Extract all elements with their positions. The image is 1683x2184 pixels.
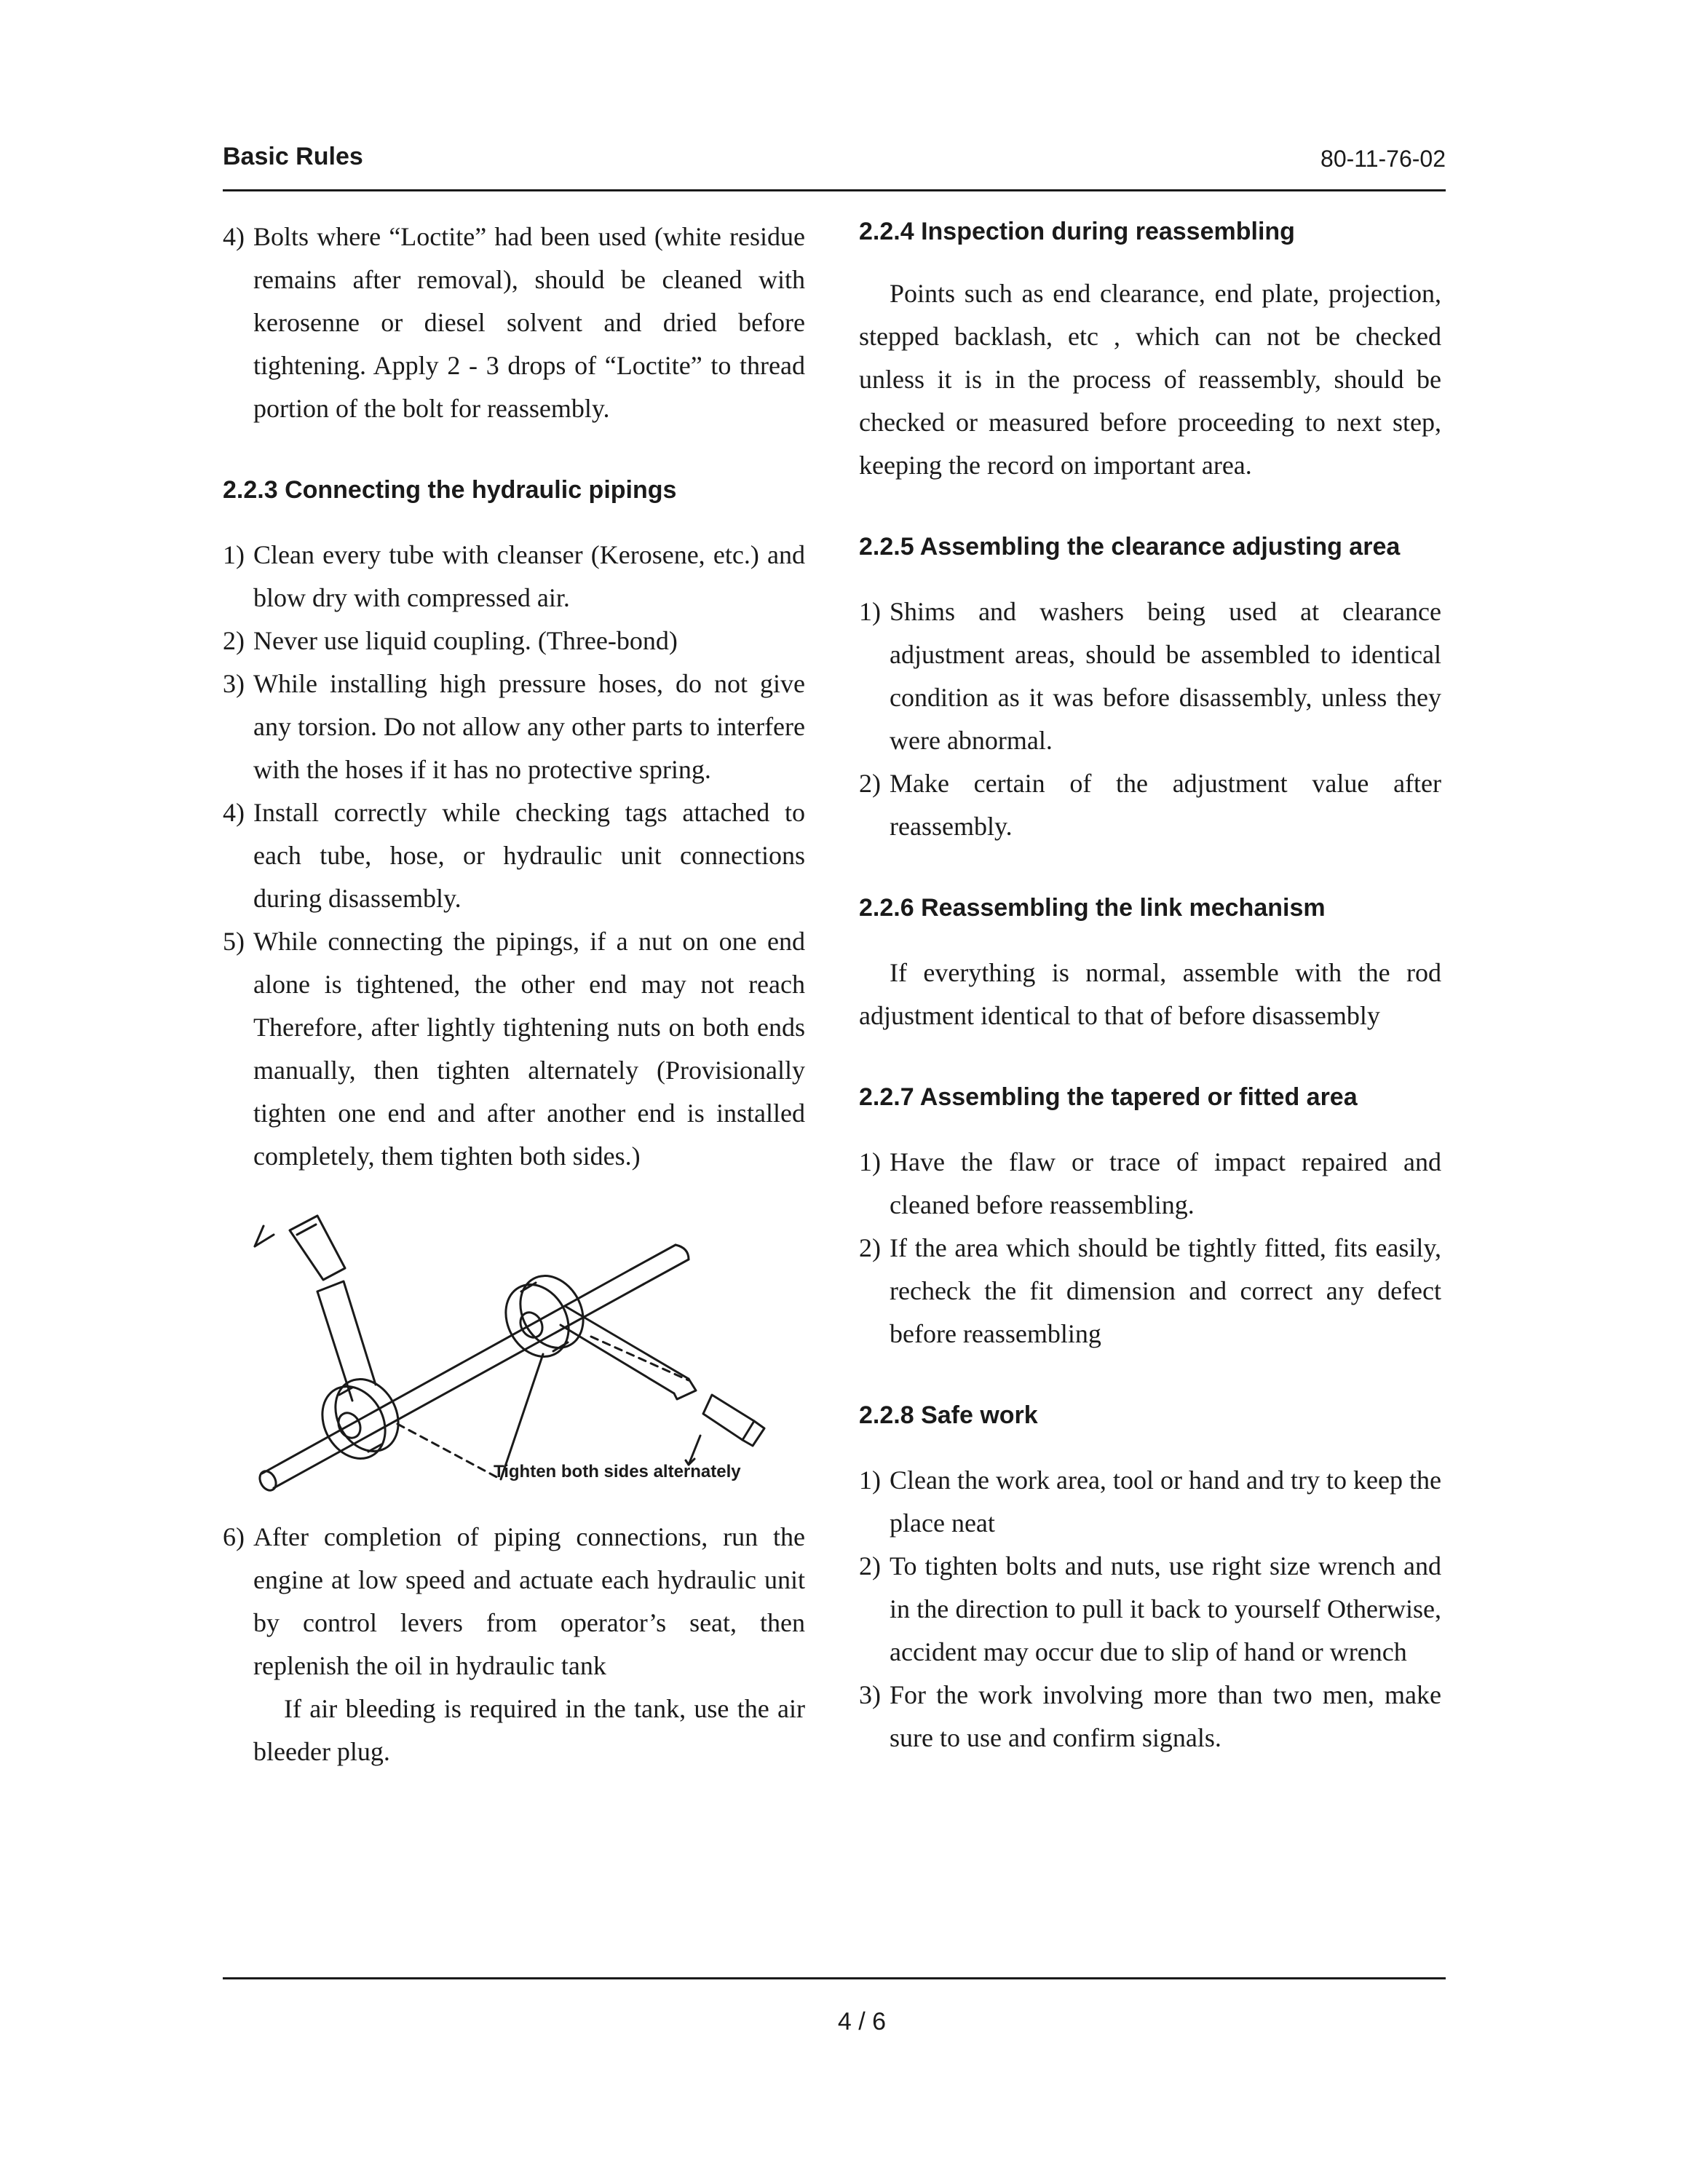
list-item-number: 4) <box>223 798 245 827</box>
figure-caption: Tighten both sides alternately <box>494 1462 741 1481</box>
list-item-text: If the area which should be tightly fitted, fits easily, recheck the fit dimension and correct any defect before reassembling <box>890 1233 1441 1348</box>
list-item-number: 1) <box>859 1465 881 1495</box>
list-item-text: Make certain of the adjustment value after reassembly. <box>890 769 1441 841</box>
list-item <box>859 762 1441 848</box>
list-item-text: Have the flaw or trace of impact repaired and cleaned before reassembling. <box>890 1147 1441 1219</box>
section-2-2-4-text: Points such as end clearance, end plate, projection, stepped backlash, etc , which can not be checked unless it is in the process of reassembly, should be checked or measured before proceeding to next step, keeping the record on important area. <box>859 279 1441 480</box>
list-item-number: 3) <box>223 669 245 698</box>
list-item <box>223 791 805 920</box>
list-item <box>859 1545 1441 1674</box>
list-item <box>859 590 1441 762</box>
list-item <box>859 1459 1441 1545</box>
air-bleeding-note: If air bleeding is required in the tank, use the air bleeder plug. <box>253 1694 805 1766</box>
header-section-title: Basic Rules <box>223 143 363 170</box>
section-2-2-6-text: If everything is normal, assemble with the rod adjustment identical to that of before disassembly <box>859 958 1441 1030</box>
list-item <box>223 620 805 662</box>
piping-figure <box>223 1190 791 1510</box>
list-item-number: 5) <box>223 927 245 956</box>
list-item-text: Bolts where “Loctite” had been used (white residue remains after removal), should be cleaned with kerosenne or diesel solvent and dried before tightening. Apply 2 - 3 drops of “Loctite” to thread portion of the bolt for reassembly. <box>253 222 805 423</box>
list-item-text: While installing high pressure hoses, do not give any torsion. Do not allow any other parts to interfere with the hoses if it has no protective spring. <box>253 669 805 784</box>
list-item-text: Clean the work area, tool or hand and try to keep the place neat <box>890 1465 1441 1538</box>
list-item-number: 6) <box>223 1522 245 1551</box>
section-heading-2-2-3: 2.2.3 Connecting the hydraulic pipings <box>223 476 677 504</box>
list-item-loctite-bolts <box>223 215 805 430</box>
list-item-number: 1) <box>859 597 881 626</box>
list-item-number: 2) <box>859 1551 881 1580</box>
page-number: 4 / 6 <box>837 2008 887 2035</box>
list-item <box>223 534 805 620</box>
list-item-text: Shims and washers being used at clearance adjustment areas, should be assembled to identical condition as it was before disassembly, unless they were abnormal. <box>890 597 1441 755</box>
right-column <box>859 215 1441 1760</box>
section-heading-2-2-5: 2.2.5 Assembling the clearance adjusting area <box>859 533 1401 561</box>
header-document-number: 80-11-76-02 <box>1320 146 1446 172</box>
list-item-number: 1) <box>859 1147 881 1176</box>
list-item <box>223 662 805 791</box>
list-item <box>859 1674 1441 1760</box>
list-item-number: 1) <box>223 540 245 569</box>
list-item-text: To tighten bolts and nuts, use right size wrench and in the direction to pull it back to yourself Otherwise, accident may occur due to slip of hand or wrench <box>890 1551 1441 1666</box>
list-item-text: Never use liquid coupling. (Three-bond) <box>253 626 678 655</box>
list-item-text: For the work involving more than two men, make sure to use and confirm signals. <box>890 1680 1441 1752</box>
list-item-number: 2) <box>859 769 881 798</box>
piping-illustration <box>223 1190 791 1495</box>
left-column <box>223 215 805 1773</box>
list-item-text: After completion of piping connections, run the engine at low speed and actuate each hydraulic unit by control levers from operator’s seat, then replenish the oil in hydraulic tank <box>253 1522 805 1680</box>
section-heading-2-2-6: 2.2.6 Reassembling the link mechanism <box>859 894 1326 922</box>
section-heading-2-2-7: 2.2.7 Assembling the tapered or fitted area <box>859 1083 1358 1111</box>
section-heading-2-2-8: 2.2.8 Safe work <box>859 1401 1038 1429</box>
list-item <box>859 1227 1441 1356</box>
list-item-number: 2) <box>223 626 245 655</box>
section-heading-2-2-4: 2.2.4 Inspection during reassembling <box>859 218 1295 245</box>
list-item-number: 2) <box>859 1233 881 1262</box>
list-item <box>223 920 805 1178</box>
list-item-number: 4) <box>223 222 245 251</box>
footer-rule <box>223 1977 1446 1979</box>
list-item-text: Install correctly while checking tags attached to each tube, hose, or hydraulic unit connections during disassembly. <box>253 798 805 913</box>
header-rule <box>223 189 1446 191</box>
list-item <box>859 1141 1441 1227</box>
list-item-text: While connecting the pipings, if a nut on one end alone is tightened, the other end may not reach Therefore, after lightly tightening nuts on both ends manually, then tighten alternately (Provisionally tighten one end and after another end is installed completely, them tighten both sides.) <box>253 927 805 1171</box>
list-item <box>223 1516 805 1688</box>
list-item-number: 3) <box>859 1680 881 1709</box>
list-item-text: Clean every tube with cleanser (Kerosene, etc.) and blow dry with compressed air. <box>253 540 805 612</box>
